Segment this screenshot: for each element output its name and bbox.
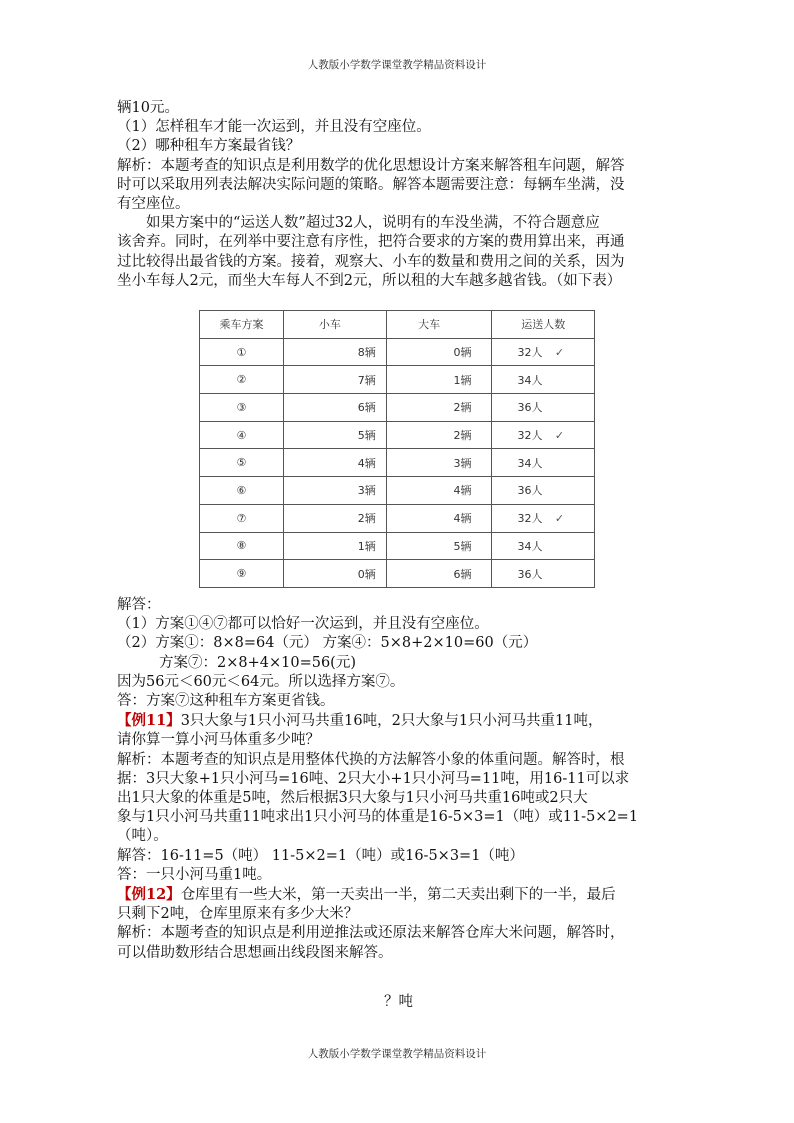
plan-cell: ④ [200,421,284,449]
example-11-line: 据：3只大象+1只小河马=16吨、2只大小+1只小河马=11吨，用16-11可以求 [117,770,630,787]
example-11-line: 解析：本题考查的知识点是用整体代换的方法解答小象的体重问题。解答时，根 [117,751,625,768]
analysis-line: 过比较得出最省钱的方案。接着，观察大、小车的数量和费用之间的关系，因为 [117,253,625,270]
example-11-line: 解答：16-11=5（吨） 11-5×2=1（吨）或16-5×3=1（吨） [117,847,524,864]
table-header-row [200,311,595,339]
example-11-question-cont: 请你算一算小河马体重多少吨？ [117,732,320,749]
example-12-question-cont: 只剩下2吨，仓库里原来有多少大米？ [117,906,359,923]
people-cell [492,560,595,588]
unknown-weight-label: ？吨 [384,994,413,1010]
big-car-cell: 1辆 [386,366,492,394]
example-12-line: 可以借助数形结合思想画出线段图来解答。 [117,944,393,961]
small-car-cell: 8辆 [283,338,386,366]
analysis-line: 如果方案中的“运送人数”超过32人，说明有的车没坐满，不符合题意应 [146,215,600,232]
people-cell [492,504,595,532]
header-people: 运送人数 [492,311,595,339]
people-value: 34人 [517,456,543,470]
table-row [200,394,595,422]
people-cell [492,532,595,560]
example-11-tag: 【例11】 [117,712,181,730]
analysis-line: 解析：本题考查的知识点是利用数学的优化思想设计方案来解答租车问题，解答 [117,157,625,174]
example-11-line: 出1只大象的体重是5吨，然后根据3只大象与1只小河马共重16吨或2只大 [117,790,588,807]
plan-table [199,310,595,588]
plan-cell: ⑤ [200,449,284,477]
people-value: 36人 [517,484,543,498]
check-mark-icon: ✓ [554,429,565,443]
question-1: （1）怎样租车才能一次运到，并且没有空座位。 [117,119,431,136]
big-car-cell: 4辆 [386,477,492,505]
answer-line: （2）方案①：8×8=64（元） 方案④：5×8+2×10=60（元） [117,635,538,652]
plan-cell: ② [200,366,284,394]
people-cell [492,449,595,477]
plan-cell: ⑧ [200,532,284,560]
table-row [200,449,595,477]
plan-cell: ⑥ [200,477,284,505]
small-car-cell: 5辆 [283,421,386,449]
people-cell [492,366,595,394]
plan-cell: ⑦ [200,504,284,532]
example-11-question [117,711,687,731]
page-footer: 人教版小学数学课堂教学精品资料设计 [307,1048,487,1060]
people-value: 36人 [517,567,543,581]
analysis-line: 时可以采取用列表法解决实际问题的策略。解答本题需要注意：每辆车坐满，没 [117,176,625,193]
people-value: 32人 [517,512,543,526]
people-value: 34人 [517,373,543,387]
people-cell [492,338,595,366]
people-value: 34人 [517,539,543,553]
small-car-cell: 4辆 [283,449,386,477]
header-plan: 乘车方案 [200,311,284,339]
small-car-cell: 3辆 [283,477,386,505]
answer-line: 方案⑦：2×8+4×10=56(元) [159,654,356,671]
example-11-line: 答：一只小河马重1吨。 [117,866,272,883]
table-row [200,532,595,560]
example-11-line: 象与1只小河马共重11吨求出1只小河马的体重是16-5×3=1（吨）或11-5×2=1 [117,809,639,826]
check-mark-icon: ✓ [554,512,565,526]
big-car-cell: 6辆 [386,560,492,588]
example-12-tag: 【例12】 [117,886,181,904]
people-value: 32人 [517,429,543,443]
answer-title: 解答： [117,597,161,613]
small-car-cell: 6辆 [283,394,386,422]
example-12-question [117,885,687,905]
people-value: 36人 [517,401,543,415]
example-11-line: （吨）。 [117,828,168,845]
header-small-car: 小车 [283,311,386,339]
table-row [200,421,595,449]
page-header: 人教版小学数学课堂教学精品资料设计 [307,59,487,71]
big-car-cell: 4辆 [386,504,492,532]
table-row [200,338,595,366]
answer-line: 答：方案⑦这种租车方案更省钱。 [117,693,335,710]
question-2: （2）哪种租车方案最省钱？ [117,138,301,155]
big-car-cell: 0辆 [386,338,492,366]
small-car-cell: 0辆 [283,560,386,588]
table-row [200,477,595,505]
plan-cell: ⑨ [200,560,284,588]
example-12-line: 解析：本题考查的知识点是利用逆推法或还原法来解答仓库大米问题，解答时， [117,925,625,942]
text-line: 辆10元。 [117,100,179,116]
big-car-cell: 2辆 [386,421,492,449]
small-car-cell: 1辆 [283,532,386,560]
people-cell [492,394,595,422]
analysis-line: 该舍弃。同时，在列举中要注意有序性，把符合要求的方案的费用算出来，再通 [117,234,625,251]
people-cell [492,477,595,505]
table-row [200,560,595,588]
table-row [200,366,595,394]
check-mark-icon: ✓ [554,346,565,360]
plan-cell: ③ [200,394,284,422]
example-12-text: 仓库里有一些大米，第一天卖出一半，第二天卖出剩下的一半，最后 [180,887,616,904]
page-body [117,99,687,291]
small-car-cell: 7辆 [283,366,386,394]
big-car-cell: 5辆 [386,532,492,560]
people-cell [492,421,595,449]
table-row [200,504,595,532]
answer-line: （1）方案①④⑦都可以恰好一次运到，并且没有空座位。 [117,616,489,633]
people-value: 32人 [517,346,543,360]
analysis-line: 有空座位。 [117,196,190,213]
big-car-cell: 3辆 [386,449,492,477]
plan-cell: ① [200,338,284,366]
answer-section [117,596,687,963]
small-car-cell: 2辆 [283,504,386,532]
answer-line: 因为56元＜60元＜64元。所以选择方案⑦。 [117,673,405,690]
header-big-car: 大车 [386,311,492,339]
big-car-cell: 2辆 [386,394,492,422]
example-11-text: 3只大象与1只小河马共重16吨，2只大象与1只小河马共重11吨， [180,713,603,730]
analysis-line: 坐小车每人2元，而坐大车每人不到2元，所以租的大车越多越省钱。（如下表） [117,272,622,289]
